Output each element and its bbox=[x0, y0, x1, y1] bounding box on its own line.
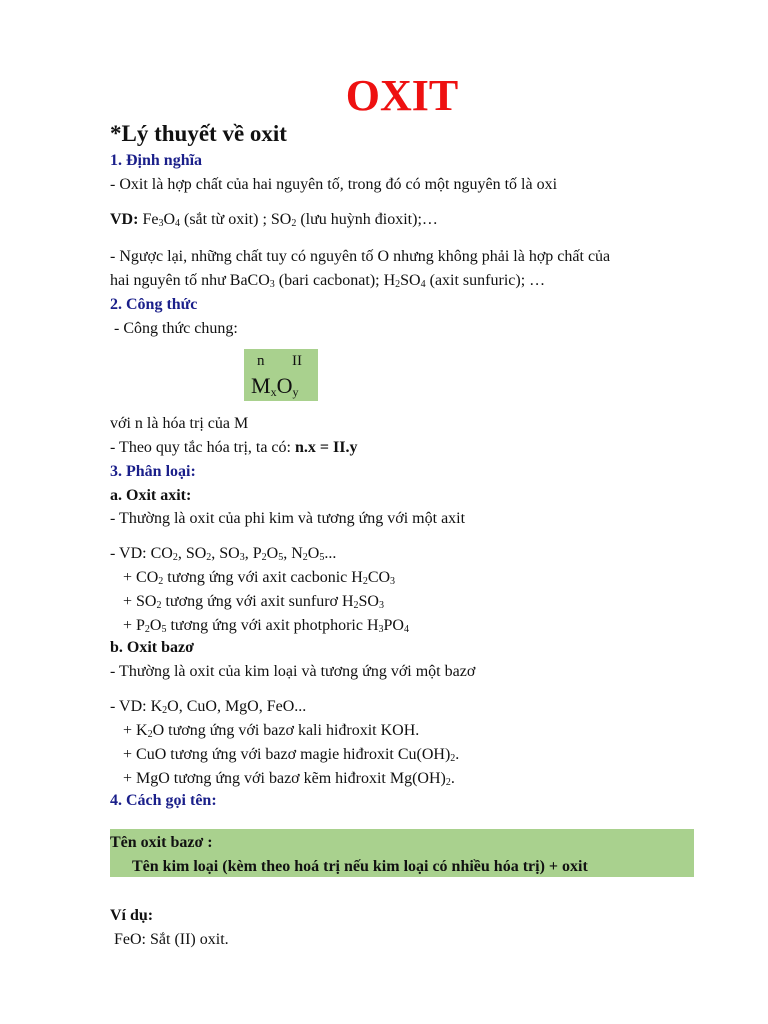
contrast-paragraph: - Ngược lại, những chất tuy có nguyên tố O nhưng không phải là hợp chất của hai nguyên tố như BaCO$_3$ (bari cacbonat); $H_2SO_4$ (axit sunfuric); … bbox=[110, 248, 611, 290]
section-3-title: 3. Phân loại: bbox=[110, 463, 196, 480]
acid-oxide-desc: - Thường là oxit của phi kim và tương ứng với một axit bbox=[110, 510, 466, 527]
naming-rule-heading: Tên oxit bazơ : bbox=[110, 834, 213, 851]
valence-ii: II bbox=[292, 353, 302, 369]
basic-oxide-item: + MgO tương ứng với bazơ kẽm hiđroxit $Mg(OH)_2$. bbox=[123, 770, 455, 788]
document-title: OXIT bbox=[345, 71, 459, 120]
acid-oxide-item: + $P_2O_5$ tương ứng với axit photphoric $H_3PO_4$ bbox=[123, 617, 409, 635]
example-label: Ví dụ: bbox=[110, 907, 154, 924]
section-1-title: 1. Định nghĩa bbox=[110, 152, 203, 169]
example-text: FeO: Sắt (II) oxit. bbox=[114, 931, 229, 948]
acid-oxide-item: + $SO_2$ tương ứng với axit sunfurơ $H_2SO_3$ bbox=[123, 593, 384, 611]
general-formula-box bbox=[244, 349, 318, 401]
acid-oxide-title: a. Oxit axit: bbox=[110, 487, 192, 504]
naming-rule-text: Tên kim loại (kèm theo hoá trị nếu kim loại có nhiều hóa trị) + oxit bbox=[132, 858, 588, 875]
valence-rule: - Theo quy tắc hóa trị, ta có: n.x = II.y bbox=[110, 439, 358, 456]
valence-n: n bbox=[257, 353, 265, 369]
acid-oxide-examples: - VD: $CO_2$, $SO_2$, $SO_3$, $P_2O_5$, $N_2O_5$... bbox=[110, 545, 337, 563]
theory-heading: *Lý thuyết về oxit bbox=[110, 121, 287, 146]
general-formula-label: - Công thức chung: bbox=[114, 320, 238, 337]
example-line: VD: $Fe_3O_4$ (sắt từ oxit) ; $SO_2$ (lưu huỳnh đioxit);… bbox=[110, 211, 438, 229]
section-2-title: 2. Công thức bbox=[110, 296, 198, 313]
vd-label: VD: bbox=[110, 211, 139, 228]
formula-mxoy: $M_xO_y$ bbox=[251, 373, 299, 399]
basic-oxide-examples: - VD: $K_2O$, CuO, MgO, FeO... bbox=[110, 698, 307, 716]
definition-line: - Oxit là hợp chất của hai nguyên tố, trong đó có một nguyên tố là oxi bbox=[110, 176, 558, 193]
basic-oxide-title: b. Oxit bazơ bbox=[110, 639, 194, 656]
basic-oxide-item: + CuO tương ứng với bazơ magie hiđroxit $Cu(OH)_2$. bbox=[123, 746, 460, 764]
acid-oxide-item: + $CO_2$ tương ứng với axit cacbonic $H_2CO_3$ bbox=[123, 569, 396, 587]
valence-note: với n là hóa trị của M bbox=[110, 415, 249, 432]
naming-rule-box bbox=[110, 829, 694, 877]
section-4-title: 4. Cách gọi tên: bbox=[110, 792, 217, 809]
basic-oxide-desc: - Thường là oxit của kim loại và tương ứng với một bazơ bbox=[110, 663, 476, 680]
basic-oxide-item: + $K_2O$ tương ứng với bazơ kali hiđroxit KOH. bbox=[123, 722, 420, 740]
